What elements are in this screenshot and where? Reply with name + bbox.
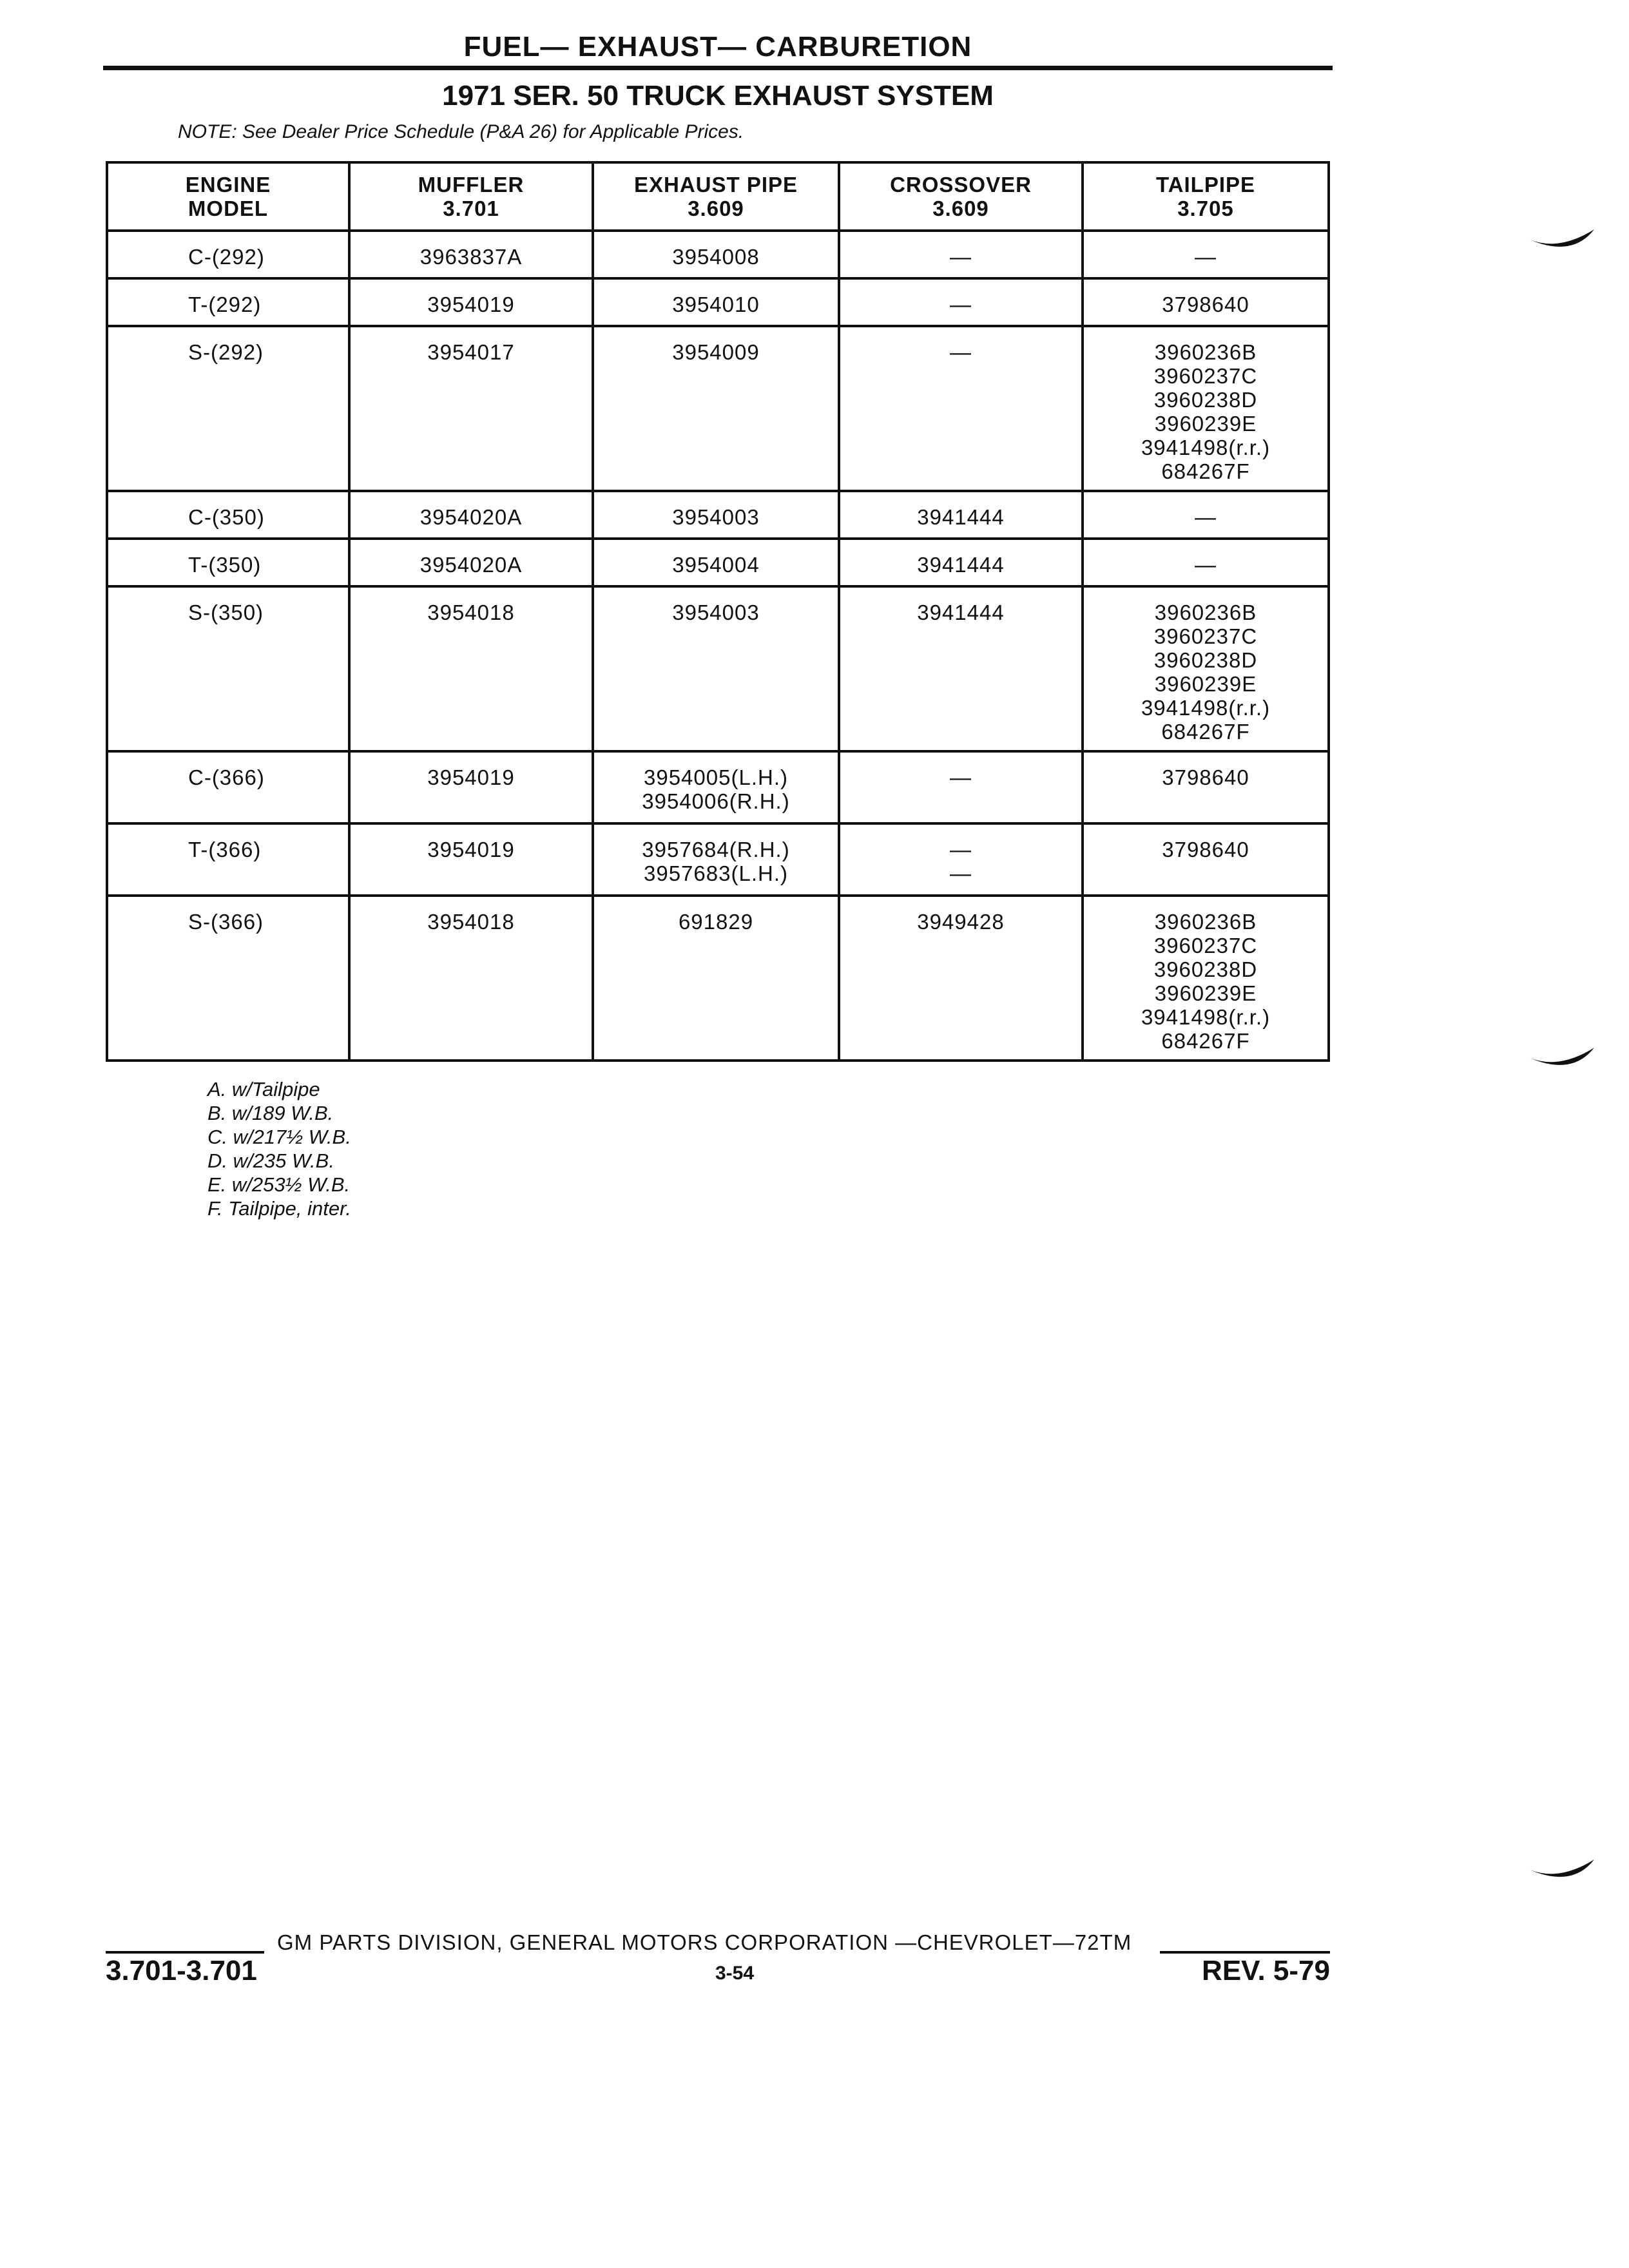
cell-exhaust-pipe xyxy=(593,751,839,823)
footer-rule-right xyxy=(1160,1951,1330,1954)
cell-muffler: 3954018 xyxy=(349,586,593,751)
part-number: 3954003 xyxy=(672,505,760,529)
cell-tailpipe xyxy=(1083,896,1329,1061)
table-row xyxy=(107,491,1329,539)
price-note: NOTE: See Dealer Price Schedule (P&A 26) for Applicable Prices. xyxy=(178,121,744,142)
header-exhaust-pipe: EXHAUST PIPE 3.609 xyxy=(593,162,839,231)
part-number: 3960239E xyxy=(1154,981,1257,1005)
table-row xyxy=(107,823,1329,896)
cell-crossover xyxy=(839,231,1083,278)
part-number: 3960236B xyxy=(1154,910,1257,934)
part-number: 3960238D xyxy=(1153,388,1258,412)
binder-mark-icon xyxy=(1527,1044,1598,1082)
part-number: 3954010 xyxy=(672,293,760,316)
section-header xyxy=(103,28,1333,70)
part-number: 3960237C xyxy=(1153,364,1258,388)
cell-muffler: 3954018 xyxy=(349,896,593,1061)
cell-tailpipe xyxy=(1083,491,1329,539)
cell-tailpipe xyxy=(1083,751,1329,823)
table-header-row xyxy=(107,162,1329,231)
table-row xyxy=(107,751,1329,823)
cell-muffler: 3954020A xyxy=(349,491,593,539)
part-number: 684267F xyxy=(1161,1029,1250,1053)
part-number: 3960239E xyxy=(1154,412,1257,436)
part-number: — xyxy=(950,861,972,885)
cell-engine-model: S-(366) xyxy=(107,896,349,1061)
cell-crossover xyxy=(839,278,1083,326)
cell-muffler: 3954020A xyxy=(349,539,593,586)
part-number: — xyxy=(950,838,972,861)
cell-crossover xyxy=(839,751,1083,823)
cell-exhaust-pipe xyxy=(593,823,839,896)
header-muffler: MUFFLER 3.701 xyxy=(349,162,593,231)
footnotes xyxy=(207,1077,351,1220)
section-header-text: FUEL— EXHAUST— CARBURETION xyxy=(463,31,972,62)
footnote: E. w/253½ W.B. xyxy=(207,1173,351,1196)
part-number: 3957683(L.H.) xyxy=(644,861,788,885)
footnote: A. w/Tailpipe xyxy=(207,1078,320,1100)
part-number: 3941498(r.r.) xyxy=(1141,436,1271,459)
parts-table-body xyxy=(107,231,1329,1061)
cell-engine-model: S-(292) xyxy=(107,326,349,491)
header-tailpipe: TAILPIPE 3.705 xyxy=(1083,162,1329,231)
cell-engine-model: C-(350) xyxy=(107,491,349,539)
cell-exhaust-pipe xyxy=(593,491,839,539)
part-number: 3949428 xyxy=(917,910,1005,934)
cell-crossover xyxy=(839,586,1083,751)
part-number: 3954008 xyxy=(672,245,760,269)
cell-exhaust-pipe xyxy=(593,326,839,491)
cell-tailpipe xyxy=(1083,326,1329,491)
part-number: 3954006(R.H.) xyxy=(642,789,790,813)
table-row xyxy=(107,231,1329,278)
cell-muffler: 3963837A xyxy=(349,231,593,278)
cell-exhaust-pipe xyxy=(593,586,839,751)
cell-engine-model: T-(366) xyxy=(107,823,349,896)
cell-engine-model: C-(366) xyxy=(107,751,349,823)
cell-crossover xyxy=(839,823,1083,896)
part-number: 3954003 xyxy=(672,601,760,624)
part-number: 3960237C xyxy=(1153,934,1258,957)
cell-tailpipe xyxy=(1083,231,1329,278)
cell-crossover xyxy=(839,539,1083,586)
part-number: — xyxy=(950,245,972,269)
part-number: — xyxy=(950,340,972,364)
header-crossover: CROSSOVER 3.609 xyxy=(839,162,1083,231)
table-row xyxy=(107,278,1329,326)
cell-engine-model: C-(292) xyxy=(107,231,349,278)
part-number: 3960239E xyxy=(1154,672,1257,696)
footer-page-number: 3-54 xyxy=(715,1963,755,1984)
part-number: 3798640 xyxy=(1162,765,1249,789)
part-number: 3941444 xyxy=(917,601,1005,624)
page-title: 1971 SER. 50 TRUCK EXHAUST SYSTEM xyxy=(442,80,994,111)
part-number: 3960238D xyxy=(1153,648,1258,672)
part-number: 3941498(r.r.) xyxy=(1141,1005,1271,1029)
part-number: 3960236B xyxy=(1154,601,1257,624)
part-number: 3954004 xyxy=(672,553,760,577)
cell-engine-model: S-(350) xyxy=(107,586,349,751)
cell-exhaust-pipe xyxy=(593,231,839,278)
part-number: — xyxy=(1195,505,1217,529)
footnote: C. w/217½ W.B. xyxy=(207,1126,351,1148)
part-number: 3957684(R.H.) xyxy=(642,838,790,861)
binder-mark-icon xyxy=(1527,1856,1598,1894)
cell-tailpipe xyxy=(1083,539,1329,586)
footer-rule-left xyxy=(106,1951,264,1954)
part-number: 3941444 xyxy=(917,553,1005,577)
part-number: — xyxy=(1195,245,1217,269)
cell-crossover xyxy=(839,896,1083,1061)
part-number: 684267F xyxy=(1161,720,1250,744)
cell-muffler: 3954019 xyxy=(349,823,593,896)
binder-mark-icon xyxy=(1527,226,1598,264)
part-number: 3954005(L.H.) xyxy=(644,765,788,789)
cell-engine-model: T-(350) xyxy=(107,539,349,586)
part-number: 691829 xyxy=(678,910,754,934)
cell-tailpipe xyxy=(1083,278,1329,326)
cell-exhaust-pipe xyxy=(593,539,839,586)
footer-revision: REV. 5-79 xyxy=(1202,1955,1330,1986)
part-number: 3798640 xyxy=(1162,293,1249,316)
part-number: 3941444 xyxy=(917,505,1005,529)
part-number: 3960237C xyxy=(1153,624,1258,648)
footnote: B. w/189 W.B. xyxy=(207,1102,334,1124)
part-number: 3941498(r.r.) xyxy=(1141,696,1271,720)
cell-muffler: 3954017 xyxy=(349,326,593,491)
cell-tailpipe xyxy=(1083,823,1329,896)
part-number: — xyxy=(1195,553,1217,577)
part-number: 3798640 xyxy=(1162,838,1249,861)
part-number: 684267F xyxy=(1161,459,1250,483)
part-number: 3954009 xyxy=(672,340,760,364)
cell-crossover xyxy=(839,491,1083,539)
part-number: 3960236B xyxy=(1154,340,1257,364)
part-number: — xyxy=(950,293,972,316)
cell-exhaust-pipe xyxy=(593,896,839,1061)
footnote: D. w/235 W.B. xyxy=(207,1149,334,1172)
parts-table xyxy=(106,161,1330,1062)
table-row xyxy=(107,539,1329,586)
cell-muffler: 3954019 xyxy=(349,751,593,823)
footnote: F. Tailpipe, inter. xyxy=(207,1197,351,1220)
cell-tailpipe xyxy=(1083,586,1329,751)
part-number: 3960238D xyxy=(1153,957,1258,981)
part-number: — xyxy=(950,765,972,789)
cell-muffler: 3954019 xyxy=(349,278,593,326)
footer-corporation: GM PARTS DIVISION, GENERAL MOTORS CORPORATION —CHEVROLET—72TM xyxy=(277,1930,1132,1954)
footer-section-range: 3.701-3.701 xyxy=(106,1955,257,1986)
cell-engine-model: T-(292) xyxy=(107,278,349,326)
cell-exhaust-pipe xyxy=(593,278,839,326)
cell-crossover xyxy=(839,326,1083,491)
header-engine-model: ENGINE MODEL xyxy=(107,162,349,231)
table-row xyxy=(107,896,1329,1061)
table-row xyxy=(107,586,1329,751)
table-row xyxy=(107,326,1329,491)
